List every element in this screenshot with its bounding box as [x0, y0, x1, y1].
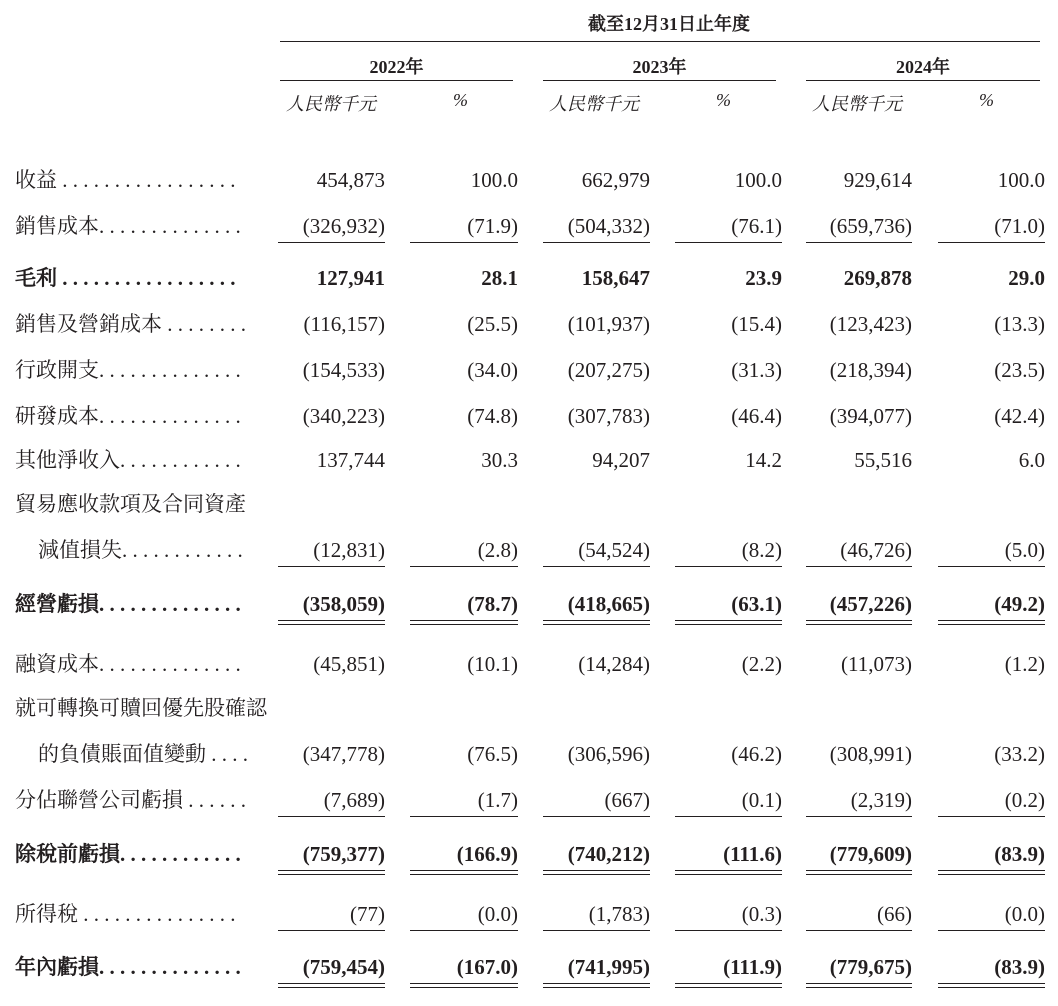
subtotal-rule [543, 566, 650, 567]
row-value-cell: (13.3) [994, 312, 1045, 336]
subtotal-rule [938, 816, 1045, 817]
row-label: 銷售及營銷成本 . . . . . . . . [15, 312, 246, 336]
unit-label-2023: 人民幣千元 [549, 94, 639, 114]
row-value-cell: (779,609) [829, 842, 912, 866]
total-double-rule [806, 870, 912, 875]
subtotal-rule [410, 930, 518, 931]
year-2023: 2023年 [632, 57, 687, 77]
row-value-cell: (659,736) [829, 214, 912, 238]
row-value-cell: 28.1 [481, 266, 518, 290]
subtotal-rule [675, 930, 782, 931]
row-value-cell: (46.2) [731, 742, 782, 766]
subtotal-rule [278, 242, 385, 243]
row-value-cell: 29.0 [1008, 266, 1045, 290]
row-value-cell: 269,878 [843, 266, 912, 290]
row-value-cell: (779,675) [829, 955, 912, 979]
row-value-cell: (14,284) [578, 652, 650, 676]
row-value-cell: (71.0) [994, 214, 1045, 238]
period-rule [280, 41, 1040, 42]
year-rule-2024 [806, 80, 1040, 81]
total-double-rule [543, 620, 650, 625]
row-value-cell: (111.9) [723, 955, 782, 979]
row-value-cell: 929,614 [843, 168, 912, 192]
row-value-cell: (12,831) [313, 538, 385, 562]
row-value-cell: (15.4) [731, 312, 782, 336]
row-value-cell: (0.0) [477, 902, 518, 926]
row-value-cell: (1.2) [1004, 652, 1045, 676]
row-value-cell: (123,423) [829, 312, 912, 336]
row-value-cell: (2.2) [741, 652, 782, 676]
row-value-cell: (741,995) [567, 955, 650, 979]
subtotal-rule [938, 566, 1045, 567]
row-label: 貿易應收款項及合同資產 [15, 492, 246, 516]
row-value-cell: (23.5) [994, 358, 1045, 382]
unit-label-2022: 人民幣千元 [286, 94, 376, 114]
row-value-cell: (740,212) [567, 842, 650, 866]
row-value-cell: (33.2) [994, 742, 1045, 766]
total-double-rule [938, 983, 1045, 988]
row-label: 減值損失. . . . . . . . . . . . [38, 538, 243, 562]
row-label: 分佔聯營公司虧損 . . . . . . [15, 788, 246, 812]
row-value-cell: (7,689) [323, 788, 385, 812]
total-double-rule [410, 983, 518, 988]
row-value-cell: (11,073) [841, 652, 912, 676]
row-value-cell: (46,726) [840, 538, 912, 562]
row-label: 的負債賬面值變動 . . . . [38, 742, 248, 766]
row-value-cell: (340,223) [302, 404, 385, 428]
row-value-cell: (101,937) [567, 312, 650, 336]
row-value-cell: (77) [350, 902, 385, 926]
row-label: 行政開支. . . . . . . . . . . . . . [15, 358, 241, 382]
row-value-cell: 6.0 [1018, 448, 1045, 472]
row-value-cell: (49.2) [994, 592, 1045, 616]
total-double-rule [938, 620, 1045, 625]
total-double-rule [543, 983, 650, 988]
row-value-cell: 662,979 [581, 168, 650, 192]
total-double-rule [278, 870, 385, 875]
total-double-rule [806, 620, 912, 625]
row-value-cell: (0.1) [741, 788, 782, 812]
row-label: 融資成本. . . . . . . . . . . . . . [15, 652, 241, 676]
row-value-cell: (2,319) [850, 788, 912, 812]
subtotal-rule [675, 242, 782, 243]
row-value-cell: 100.0 [734, 168, 782, 192]
row-value-cell: (10.1) [467, 652, 518, 676]
row-value-cell: 158,647 [581, 266, 650, 290]
pct-label-2023: % [716, 90, 731, 110]
row-value-cell: 100.0 [470, 168, 518, 192]
subtotal-rule [806, 816, 912, 817]
row-value-cell: (54,524) [578, 538, 650, 562]
row-value-cell: (34.0) [467, 358, 518, 382]
row-value-cell: (347,778) [302, 742, 385, 766]
row-value-cell: (457,226) [829, 592, 912, 616]
total-double-rule [543, 870, 650, 875]
subtotal-rule [806, 242, 912, 243]
row-value-cell: (0.3) [741, 902, 782, 926]
row-value-cell: (8.2) [741, 538, 782, 562]
row-value-cell: (83.9) [994, 955, 1045, 979]
row-value-cell: 30.3 [481, 448, 518, 472]
row-value-cell: 94,207 [592, 448, 650, 472]
row-label: 年內虧損. . . . . . . . . . . . . . [15, 955, 241, 979]
row-label: 毛利 . . . . . . . . . . . . . . . . . [15, 266, 236, 290]
subtotal-rule [278, 816, 385, 817]
row-value-cell: (66) [877, 902, 912, 926]
row-label: 銷售成本. . . . . . . . . . . . . . [15, 214, 241, 238]
total-double-rule [675, 870, 782, 875]
subtotal-rule [806, 566, 912, 567]
row-value-cell: 14.2 [745, 448, 782, 472]
total-double-rule [410, 870, 518, 875]
row-label: 所得稅 . . . . . . . . . . . . . . . [15, 902, 236, 926]
year-2022: 2022年 [369, 57, 424, 77]
row-value-cell: 55,516 [854, 448, 912, 472]
pct-label-2022: % [453, 90, 468, 110]
subtotal-rule [410, 816, 518, 817]
subtotal-rule [938, 930, 1045, 931]
row-value-cell: (74.8) [467, 404, 518, 428]
row-label: 研發成本. . . . . . . . . . . . . . [15, 404, 241, 428]
row-value-cell: (111.6) [723, 842, 782, 866]
row-value-cell: (418,665) [567, 592, 650, 616]
row-value-cell: 23.9 [745, 266, 782, 290]
row-value-cell: (154,533) [302, 358, 385, 382]
row-value-cell: (1,783) [588, 902, 650, 926]
total-double-rule [278, 620, 385, 625]
total-double-rule [806, 983, 912, 988]
row-value-cell: (5.0) [1004, 538, 1045, 562]
row-value-cell: (83.9) [994, 842, 1045, 866]
row-value-cell: (307,783) [567, 404, 650, 428]
row-value-cell: (166.9) [456, 842, 518, 866]
year-2024: 2024年 [896, 57, 950, 77]
total-double-rule [675, 983, 782, 988]
total-double-rule [410, 620, 518, 625]
row-value-cell: (31.3) [731, 358, 782, 382]
total-double-rule [278, 983, 385, 988]
row-value-cell: (78.7) [467, 592, 518, 616]
subtotal-rule [543, 930, 650, 931]
row-value-cell: (71.9) [467, 214, 518, 238]
row-value-cell: (667) [604, 788, 650, 812]
row-value-cell: (45,851) [313, 652, 385, 676]
row-value-cell: (504,332) [567, 214, 650, 238]
subtotal-rule [543, 816, 650, 817]
year-rule-2023 [543, 80, 776, 81]
row-value-cell: (394,077) [829, 404, 912, 428]
row-value-cell: (358,059) [302, 592, 385, 616]
row-value-cell: (25.5) [467, 312, 518, 336]
row-value-cell: (46.4) [731, 404, 782, 428]
subtotal-rule [410, 242, 518, 243]
total-double-rule [675, 620, 782, 625]
row-label: 就可轉換可贖回優先股確認 [15, 696, 267, 720]
period-title: 截至12月31日止年度 [588, 14, 750, 34]
row-value-cell: (42.4) [994, 404, 1045, 428]
row-value-cell: (308,991) [829, 742, 912, 766]
row-label: 收益 . . . . . . . . . . . . . . . . . [15, 168, 236, 192]
subtotal-rule [675, 816, 782, 817]
row-label: 其他淨收入. . . . . . . . . . . . [15, 448, 241, 472]
unit-label-2024: 人民幣千元 [812, 94, 902, 114]
row-value-cell: (759,377) [302, 842, 385, 866]
row-value-cell: (167.0) [456, 955, 518, 979]
row-value-cell: (1.7) [477, 788, 518, 812]
row-value-cell: (76.1) [731, 214, 782, 238]
row-value-cell: 137,744 [316, 448, 385, 472]
subtotal-rule [278, 930, 385, 931]
subtotal-rule [806, 930, 912, 931]
row-value-cell: 127,941 [316, 266, 385, 290]
subtotal-rule [543, 242, 650, 243]
subtotal-rule [675, 566, 782, 567]
subtotal-rule [410, 566, 518, 567]
pct-label-2024: % [979, 90, 994, 110]
row-value-cell: (759,454) [302, 955, 385, 979]
row-value-cell: (63.1) [731, 592, 782, 616]
row-value-cell: (116,157) [303, 312, 385, 336]
row-value-cell: 454,873 [316, 168, 385, 192]
row-value-cell: (306,596) [567, 742, 650, 766]
row-value-cell: (2.8) [477, 538, 518, 562]
row-value-cell: (218,394) [829, 358, 912, 382]
row-value-cell: (76.5) [467, 742, 518, 766]
subtotal-rule [278, 566, 385, 567]
row-value-cell: (0.0) [1004, 902, 1045, 926]
row-value-cell: (0.2) [1004, 788, 1045, 812]
year-rule-2022 [280, 80, 513, 81]
row-label: 除稅前虧損. . . . . . . . . . . . [15, 842, 241, 866]
row-label: 經營虧損. . . . . . . . . . . . . . [15, 592, 241, 616]
subtotal-rule [938, 242, 1045, 243]
row-value-cell: (326,932) [302, 214, 385, 238]
row-value-cell: (207,275) [567, 358, 650, 382]
total-double-rule [938, 870, 1045, 875]
row-value-cell: 100.0 [997, 168, 1045, 192]
